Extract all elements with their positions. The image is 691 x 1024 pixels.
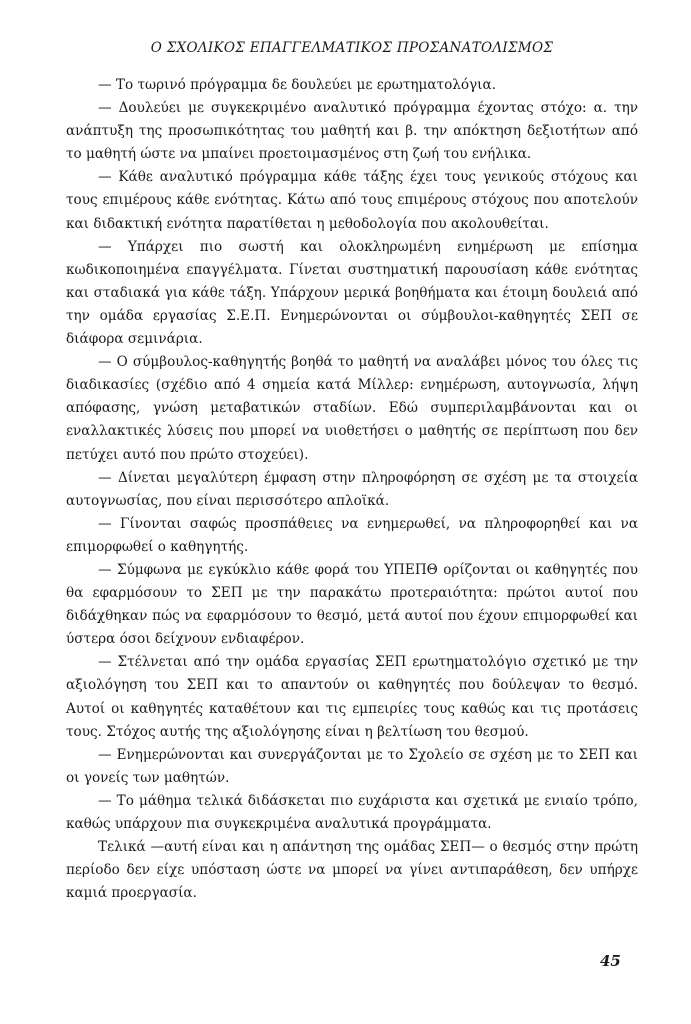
paragraph: — Στέλνεται από την ομάδα εργασίας ΣΕΠ ερωτηματολόγιο σχετικό με την αξιολόγηση του ΣΕΠ και το απαντούν οι καθηγητές που δούλεψαν το θεσμό. Αυτοί οι καθηγητές καταθέτουν και τις εμπειρίες τους καθώς και τις προτάσεις τους. Στόχος αυτής της αξιολόγησης είναι η βελτίωση του θεσμού.: [66, 654, 638, 740]
paragraph: Τελικά —αυτή είναι και η απάντηση της ομάδας ΣΕΠ— ο θεσμός στην πρώτη περίοδο δεν είχε υπόσταση ώστε να μπορεί να γίνει αντιπαράθεση, δεν υπήρχε καμιά προεργασία.: [66, 839, 638, 902]
page: [66, 40, 638, 905]
paragraph: — Δουλεύει με συγκεκριμένο αναλυτικό πρόγραμμα έχοντας στόχο: α. την ανάπτυξη της προσωπικότητας του μαθητή και β. την απόκτηση δεξιοτήτων από το μαθητή ώστε να μπαίνει προετοιμασμένος στη ζωή του ενήλικα.: [66, 100, 638, 163]
page-number: 45: [600, 952, 621, 970]
paragraph: — Ενημερώνονται και συνεργάζονται με το Σχολείο σε σχέση με το ΣΕΠ και οι γονείς των μαθητών.: [66, 746, 638, 786]
paragraph: — Υπάρχει πιο σωστή και ολοκληρωμένη ενημέρωση με επίσημα κωδικοποιημένα επαγγέλματα. Γίνεται συστηματική παρουσίαση κάθε ενότητας και σταδιακά για κάθε τάξη. Υπάρχουν μερικά βοηθήματα και έτοιμη δουλειά από την ομάδα εργασίας Σ.Ε.Π. Ενημερώνονται οι σύμβουλοι-καθηγητές ΣΕΠ σε διάφορα σεμινάρια.: [66, 238, 638, 348]
paragraph: — Το τωρινό πρόγραμμα δε δουλεύει με ερωτηματολόγια.: [98, 77, 497, 93]
body-text: [66, 74, 638, 905]
running-header: Ο ΣΧΟΛΙΚΟΣ ΕΠΑΓΓΕΛΜΑΤΙΚΟΣ ΠΡΟΣΑΝΑΤΟΛΙΣΜΟΣ: [150, 40, 554, 56]
paragraph: — Ο σύμβουλος-καθηγητής βοηθά το μαθητή να αναλάβει μόνος του όλες τις διαδικασίες (σχέδιο από 4 σημεία κατά Μίλλερ: ενημέρωση, αυτογνωσία, λήψη απόφασης, γνώση μεταβατικών σταδίων. Εδώ συμπεριλαμβάνονται και οι εναλλακτικές λύσεις που μπορεί να υιοθετήσει ο μαθητής σε περίπτωση που δεν πετύχει αυτό που πρώτο στοχεύει).: [66, 354, 638, 463]
paragraph: — Δίνεται μεγαλύτερη έμφαση στην πληροφόρηση σε σχέση με τα στοιχεία αυτογνωσίας, που είναι περισσότερο απλοϊκά.: [66, 469, 638, 509]
paragraph: — Το μάθημα τελικά διδάσκεται πιο ευχάριστα και σχετικά με ενιαίο τρόπο, καθώς υπάρχουν πια συγκεκριμένα αναλυτικά προγράμματα.: [66, 792, 638, 832]
paragraph: — Σύμφωνα με εγκύκλιο κάθε φορά του ΥΠΕΠΘ ορίζονται οι καθηγητές που θα εφαρμόσουν το ΣΕΠ με την παρακάτω προτεραιότητα: πρώτοι αυτοί που διδάχθηκαν πώς να εφαρμόσουν το θεσμό, μετά αυτοί που έχουν επιμορφωθεί και ύστερα όσοι δείχνουν ενδιαφέρον.: [66, 561, 638, 648]
paragraph: — Γίνονται σαφώς προσπάθειες να ενημερωθεί, να πληροφορηθεί και να επιμορφωθεί ο καθηγητής.: [66, 515, 638, 555]
paragraph: — Κάθε αναλυτικό πρόγραμμα κάθε τάξης έχει τους γενικούς στόχους και τους επιμέρους κάθε ενότητας. Κάτω από τους επιμέρους στόχους που αποτελούν και διδακτική ενότητα παρατίθεται η μεθοδολογία που ακολουθείται.: [66, 169, 638, 232]
